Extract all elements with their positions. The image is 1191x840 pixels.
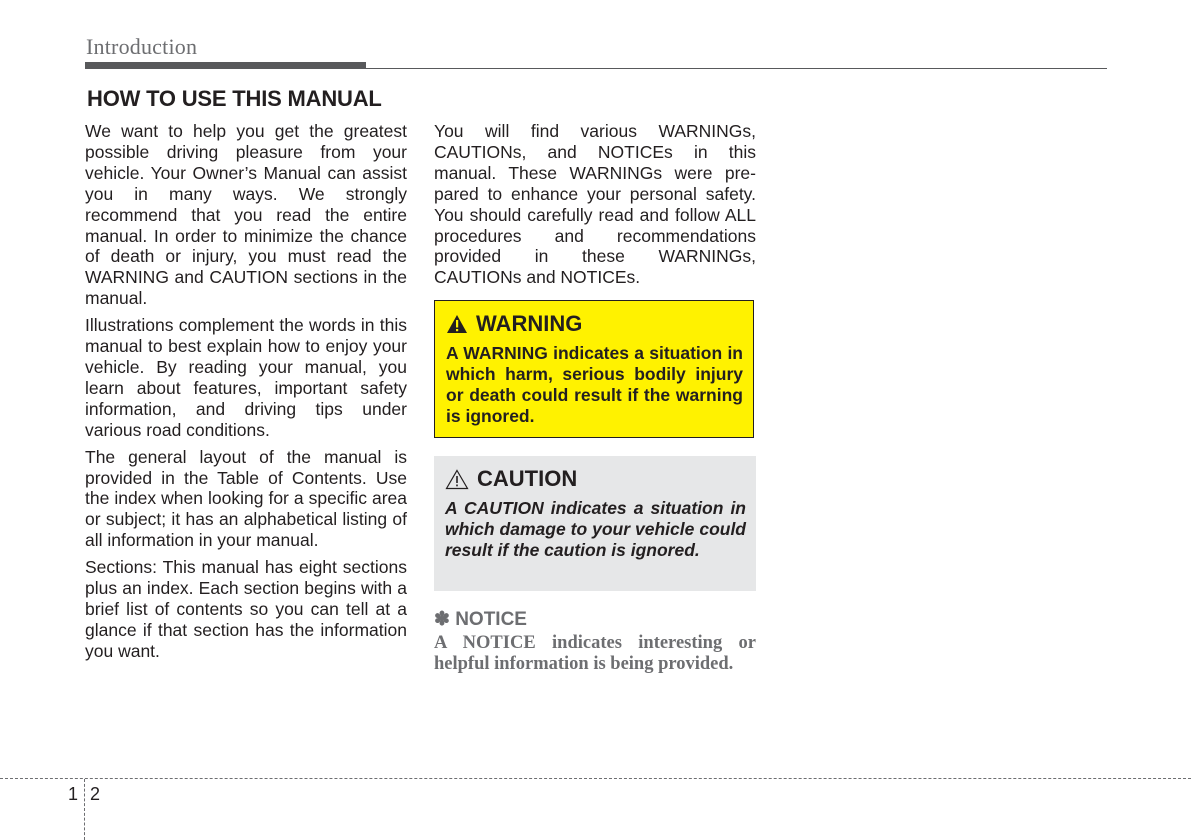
caution-triangle-icon [445,469,469,490]
caution-label: CAUTION [477,466,578,491]
caution-text: A CAUTION indicates a situation in which damage to your vehicle could result if the caution is ignored. [445,498,746,560]
page-header-title: Introduction [86,34,198,59]
paragraph: Illustrations complement the words in this manual to best explain how to enjoy your vehicle. By reading your manual, you learn about features, important safety information, and driving tips under various road conditions. [85,315,407,440]
paragraph: You will find various WARNINGs, CAUTIONs, and NOTICEs in this manual. These WARNINGs were prepared to enhance your personal safety. You should carefully read and follow ALL procedures and recommendations provided in these WARNINGs, CAUTIONs and NOTICEs. [434,121,756,288]
footer-divider [84,779,85,840]
paragraph: We want to help you get the greatest possible driving pleasure from your vehicle. Your Owner’s Manual can assist you in many ways. We strongly recommend that you read the entire manual. In order to minimize the chance of death or injury, you must read the WARNING and CAUTION sections in the manual. [85,121,407,309]
notice-heading: ✽ NOTICE [434,609,527,630]
footer-rule [0,778,1191,779]
warning-box [434,300,754,438]
section-title: HOW TO USE THIS MANUAL [87,86,382,111]
header-rule [85,68,1107,69]
warning-heading [446,311,743,337]
paragraph: Sections: This manual has eight sections plus an index. Each section begins with a brief list of contents so you can tell at a glance if that section has the information you want. [85,557,407,661]
right-column [434,121,756,294]
caution-box [434,456,756,591]
warning-label: WARNING [476,311,583,336]
page-number: 2 [90,784,101,804]
left-column [85,121,407,668]
paragraph: The general layout of the manual is provided in the Table of Contents. Use the index when looking for a specific area or subject; it has an alphabetical listing of all information in your manual. [85,446,407,551]
warning-triangle-icon [446,314,468,334]
caution-heading [445,466,746,492]
warning-text: A WARNING indicates a situation in which harm, serious bodily injury or death could result if the warning is ignored. [446,343,743,426]
section-number: 1 [68,784,79,804]
notice-text: A NOTICE indicates interesting or helpful information is being provided. [434,633,756,674]
